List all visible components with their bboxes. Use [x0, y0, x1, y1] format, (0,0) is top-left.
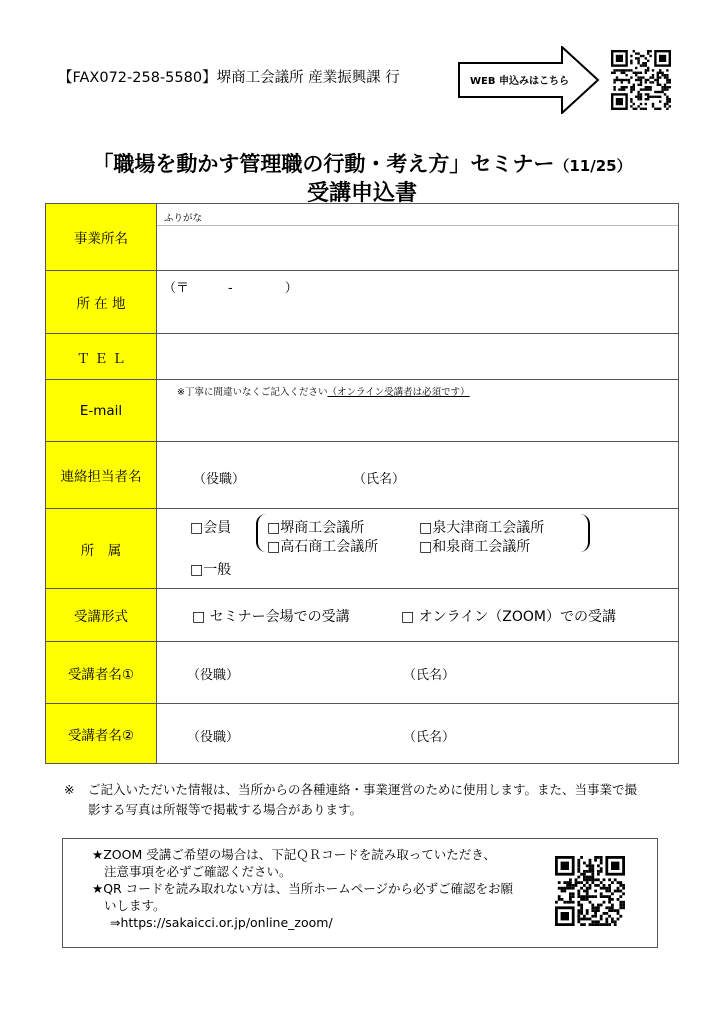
label-affiliation: 所 属 — [46, 509, 157, 589]
web-apply-label[interactable]: WEB 申込みはこちら — [470, 76, 569, 87]
attendee-2-position-label: （役職） — [187, 730, 240, 745]
row-address — [46, 271, 679, 334]
row-format — [46, 589, 679, 642]
notice-mark: ※ — [64, 782, 75, 797]
row-email — [46, 380, 679, 442]
contact-name-label: （氏名） — [353, 472, 406, 487]
field-company[interactable] — [157, 204, 679, 271]
furigana-label: ふりがな — [164, 213, 203, 224]
field-attendee-2[interactable] — [157, 704, 679, 764]
zoom-info-text — [92, 846, 513, 931]
label-email: E-mail — [46, 380, 157, 442]
title-main: 「職場を動かす管理職の行動・考え方」セミナー — [92, 152, 555, 176]
checkbox-izumiotsu[interactable]: □泉大津商工会議所 — [419, 520, 545, 536]
zoom-line-3: ★QR コードを読み取れない方は、当所ホームページから必ずご確認をお願 — [92, 881, 513, 896]
notice-line-2: 影する写真は所報等で掲載する場合があります。 — [88, 802, 363, 817]
zoom-qr-code-icon[interactable] — [555, 856, 625, 926]
row-company — [46, 204, 679, 271]
row-contact — [46, 442, 679, 509]
checkbox-izumi[interactable]: □和泉商工会議所 — [419, 539, 531, 555]
checkbox-general[interactable]: □一般 — [190, 562, 232, 578]
zoom-url-link[interactable]: ⇒https://sakaicci.or.jp/online_zoom/ — [110, 915, 333, 930]
zoom-line-1: ★ZOOM 受講ご希望の場合は、下記ＱＲコードを読み取っていただき、 — [92, 847, 496, 862]
label-contact: 連絡担当者名 — [46, 442, 157, 509]
privacy-notice — [64, 780, 668, 820]
qr-code-icon[interactable] — [611, 50, 671, 110]
field-contact[interactable] — [157, 442, 679, 509]
label-attendee-1: 受講者名① — [46, 642, 157, 704]
row-affiliation — [46, 509, 679, 589]
fax-destination: 【FAX072-258-5580】堺商工会議所 産業振興課 行 — [58, 70, 400, 86]
email-note-required: （オンライン受講者は必須です） — [327, 387, 470, 398]
field-tel[interactable] — [157, 334, 679, 380]
checkbox-venue[interactable]: □ セミナー会場での受講 — [192, 609, 350, 625]
label-tel: Ｔ Ｅ Ｌ — [46, 334, 157, 380]
field-affiliation — [157, 509, 679, 589]
title-date: （11/25） — [554, 157, 632, 175]
checkbox-member[interactable]: □会員 — [190, 520, 232, 536]
checkbox-sakai[interactable]: □堺商工会議所 — [267, 520, 365, 536]
field-attendee-1[interactable] — [157, 642, 679, 704]
row-tel — [46, 334, 679, 380]
field-email[interactable] — [157, 380, 679, 442]
postal-code-bracket: （〒 - ） — [163, 281, 298, 296]
label-format: 受講形式 — [46, 589, 157, 642]
attendee-2-name-label: （氏名） — [403, 730, 456, 745]
label-address: 所 在 地 — [46, 271, 157, 334]
row-attendee-2 — [46, 704, 679, 764]
attendee-1-position-label: （役職） — [187, 668, 240, 683]
checkbox-takaishi[interactable]: □高石商工会議所 — [267, 539, 379, 555]
contact-position-label: （役職） — [193, 472, 246, 487]
zoom-line-2: 注意事項を必ずご確認ください。 — [104, 864, 292, 879]
furigana-divider — [157, 225, 678, 226]
zoom-line-4: いします。 — [104, 898, 166, 913]
attendee-1-name-label: （氏名） — [403, 668, 456, 683]
page-title — [0, 148, 724, 178]
field-address[interactable] — [157, 271, 679, 334]
notice-line-1: ご記入いただいた情報は、当所からの各種連絡・事業運営のために使用します。また、当事業で撮 — [88, 782, 638, 797]
email-note-prefix: ※丁寧に間違いなくご記入ください — [177, 387, 328, 398]
checkbox-online[interactable]: □ オンライン（ZOOM）での受講 — [401, 609, 616, 625]
label-company: 事業所名 — [46, 204, 157, 271]
field-format — [157, 589, 679, 642]
email-note — [177, 384, 470, 398]
page-subtitle: 受講申込書 — [306, 181, 417, 206]
application-form — [45, 203, 679, 764]
label-attendee-2: 受講者名② — [46, 704, 157, 764]
row-attendee-1 — [46, 642, 679, 704]
